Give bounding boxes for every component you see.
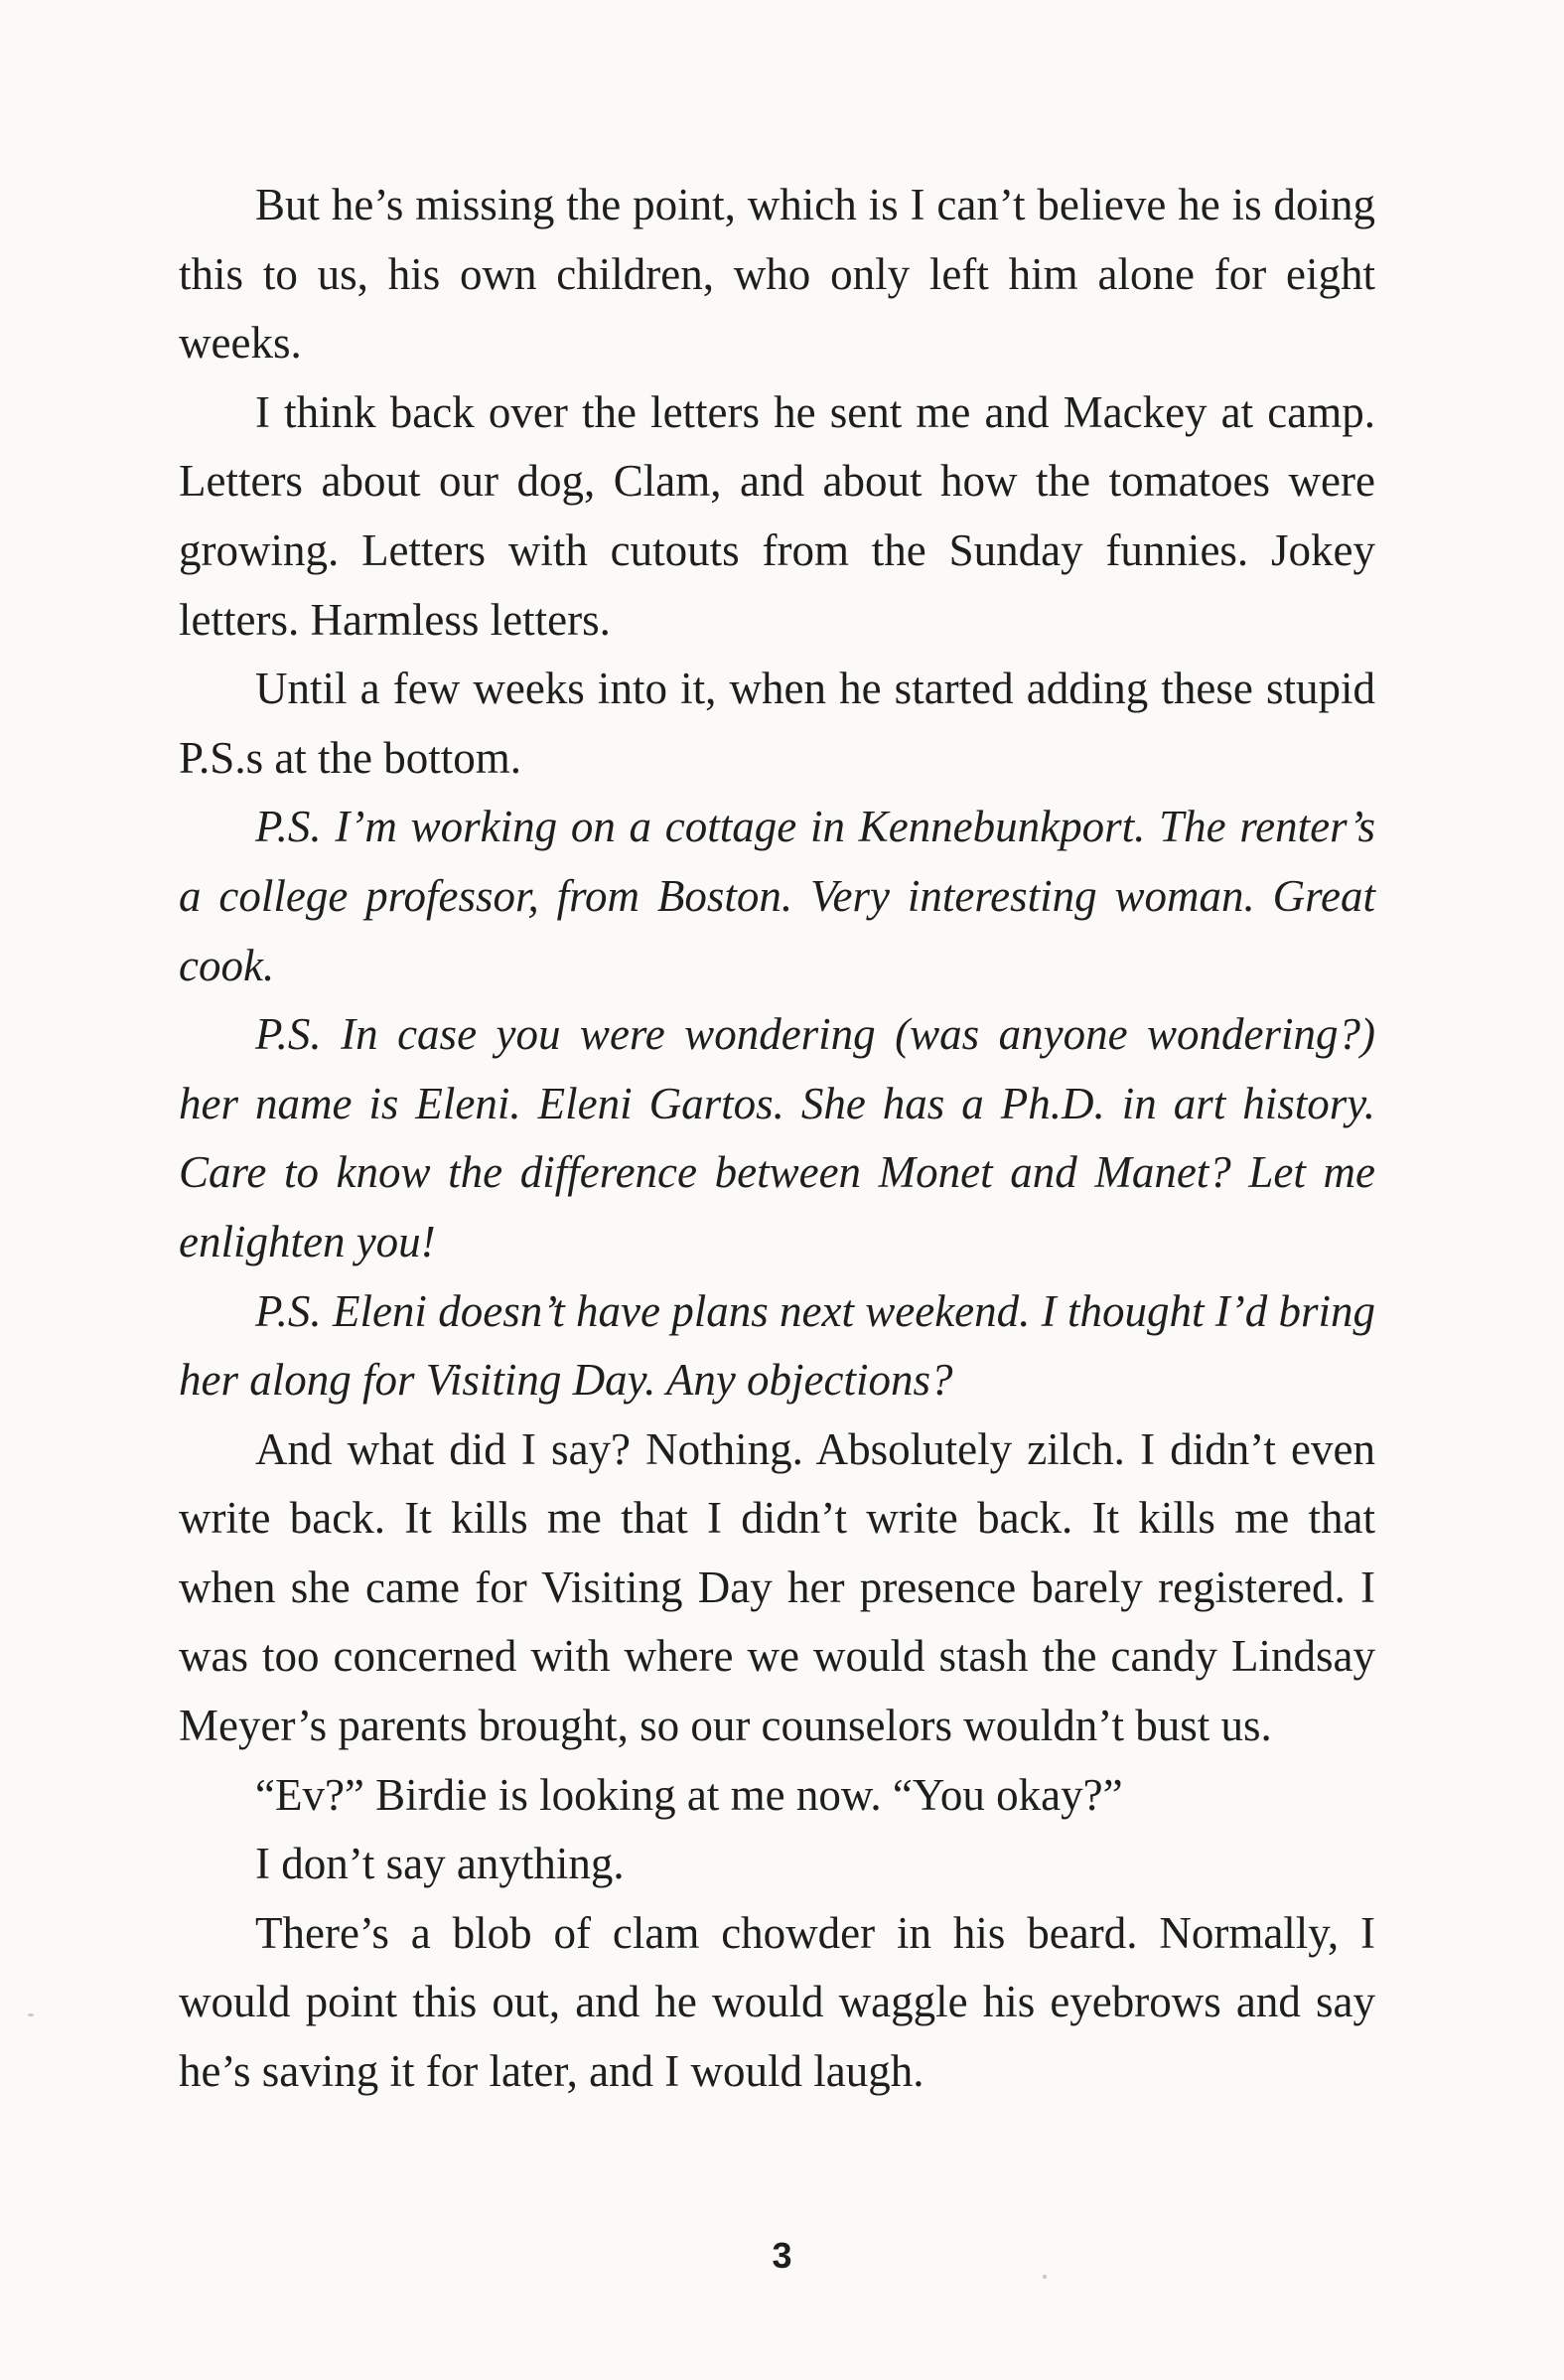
postscript-1: P.S. I’m working on a cottage in Kennebunkport. The renter’s a college professor, from Boston. Very interesting woman. Great cook. xyxy=(179,802,1375,990)
paragraph-2: I think back over the letters he sent me and Mackey at camp. Letters about our dog, Clam, and about how the tomatoes were growing. Letters with cutouts from the Sunday funnies. Jokey letters. Harmless letters. xyxy=(179,386,1375,645)
paragraph-5: I don’t say anything. xyxy=(255,1839,625,1889)
paragraph-6: There’s a blob of clam chowder in his beard. Normally, I would point this out, and he would waggle his eyebrows and say he’s saving it for later, and I would laugh. xyxy=(179,1907,1375,2097)
paragraph-3: Until a few weeks into it, when he started adding these stupid P.S.s at the bottom. xyxy=(179,664,1375,783)
dialogue-line: “Ev?” Birdie is looking at me now. “You okay?” xyxy=(255,1769,1123,1820)
postscript-2: P.S. In case you were wondering (was anyone wondering?) her name is Eleni. Eleni Gartos. She has a Ph.D. in art history. Care to know the difference between Monet and Manet? Let me enlighten you! xyxy=(179,1009,1375,1266)
page-number: 3 xyxy=(772,2235,792,2276)
paragraph-1: But he’s missing the point, which is I can’t believe he is doing this to us, his own children, who only left him alone for eight weeks. xyxy=(179,180,1375,369)
postscript-3: P.S. Eleni doesn’t have plans next weekend. I thought I’d bring her along for Visiting Day. Any objections? xyxy=(179,1285,1375,1406)
paragraph-4: And what did I say? Nothing. Absolutely zilch. I didn’t even write back. It kills me that I didn’t write back. It kills me that when she came for Visiting Day her presence barely registered. I was too concerned with where we would stash the candy Lindsay Meyer’s parents brought, so our counselors wouldn’t bust us. xyxy=(179,1423,1375,1751)
scan-speck xyxy=(28,2013,34,2016)
body-text xyxy=(179,171,1375,2107)
scan-speck xyxy=(1043,2275,1047,2279)
